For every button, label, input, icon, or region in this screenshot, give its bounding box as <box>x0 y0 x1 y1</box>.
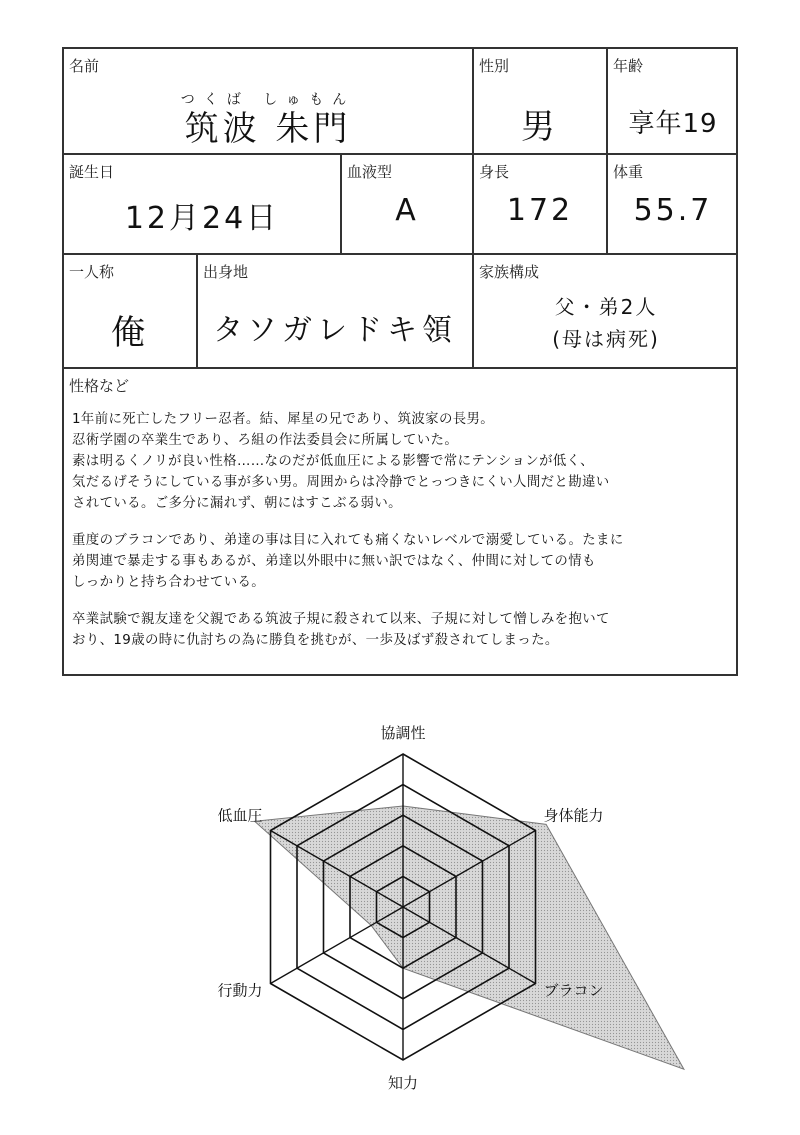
axis-label-5: 行動力 <box>217 981 263 1000</box>
name-cell <box>64 49 472 153</box>
family-cell <box>474 255 738 367</box>
pronoun-cell <box>64 255 196 367</box>
gender-label: 性別 <box>479 57 510 75</box>
birthday-value: 12月24日 <box>124 201 280 236</box>
paragraph-3: 卒業試験で親友達を父親である筑波子規に殺されて以来、子規に対して憎しみを抱いて おり、19歳の時に仇討ちの為に勝負を挑むが、一歩及ばず殺されてしまった。 <box>72 612 610 648</box>
name-ruby: つくば しゅもん <box>180 92 356 108</box>
birthday-cell <box>64 155 340 253</box>
personality-text <box>72 409 730 667</box>
birthday-label: 誕生日 <box>69 163 115 181</box>
pronoun-label: 一人称 <box>69 263 115 281</box>
radar-chart <box>0 690 800 1135</box>
personality-label: 性格など <box>69 377 130 395</box>
birthplace-label: 出身地 <box>203 263 249 281</box>
personality-cell <box>64 369 738 674</box>
gender-value: 男 <box>521 107 559 147</box>
blood-label: 血液型 <box>347 163 393 181</box>
axis-label-2: 身体能力 <box>543 806 604 825</box>
axis-label-6: 低血圧 <box>217 806 263 825</box>
birthplace-value: タソガレドキ領 <box>212 313 458 348</box>
age-cell <box>608 49 738 153</box>
radar-spoke-5 <box>271 907 404 984</box>
family-line-1: 父・弟2人 <box>554 295 658 319</box>
weight-label: 体重 <box>613 163 644 181</box>
birthplace-cell <box>198 255 472 367</box>
weight-value: 55.7 <box>633 193 713 228</box>
name-label: 名前 <box>69 57 100 75</box>
blood-value: A <box>395 193 419 228</box>
paragraph-2: 重度のブラコンであり、弟達の事は目に入れても痛くないレベルで溺愛している。たまに 弟関連で暴走する事もあるが、弟達以外眼中に無い訳ではなく、仲間に対しての情も しっかりと持ち合わせている。 <box>72 533 624 590</box>
value-polygon <box>255 806 684 1069</box>
axis-label-3: ブラコン <box>543 981 604 1000</box>
age-label: 年齢 <box>613 57 644 75</box>
paragraph-1: 1年前に死亡したフリー忍者。結、犀星の兄であり、筑波家の長男。 忍術学園の卒業生であり、ろ組の作法委員会に所属していた。 素は明るくノリが良い性格……なのだが低血圧による影響で常にテンションが低く、 気だるげそうにしている事が多い男。周囲からは冷静でとっつきにくい人間だと勘違い されている。ご多分に漏れず、朝にはすこぶる弱い。 <box>72 412 610 511</box>
height-label: 身長 <box>479 163 510 181</box>
name-value: 筑波 朱門 <box>184 109 352 149</box>
height-value: 172 <box>506 193 574 228</box>
axis-label-1: 協調性 <box>380 724 426 742</box>
family-label: 家族構成 <box>479 263 540 281</box>
weight-cell <box>608 155 738 253</box>
gender-cell <box>474 49 606 153</box>
height-cell <box>474 155 606 253</box>
blood-cell <box>342 155 472 253</box>
profile-sheet <box>62 47 738 676</box>
pronoun-value: 俺 <box>111 313 149 353</box>
age-value: 享年19 <box>628 109 718 139</box>
family-line-2: (母は病死) <box>552 327 660 351</box>
axis-label-4: 知力 <box>387 1074 419 1092</box>
